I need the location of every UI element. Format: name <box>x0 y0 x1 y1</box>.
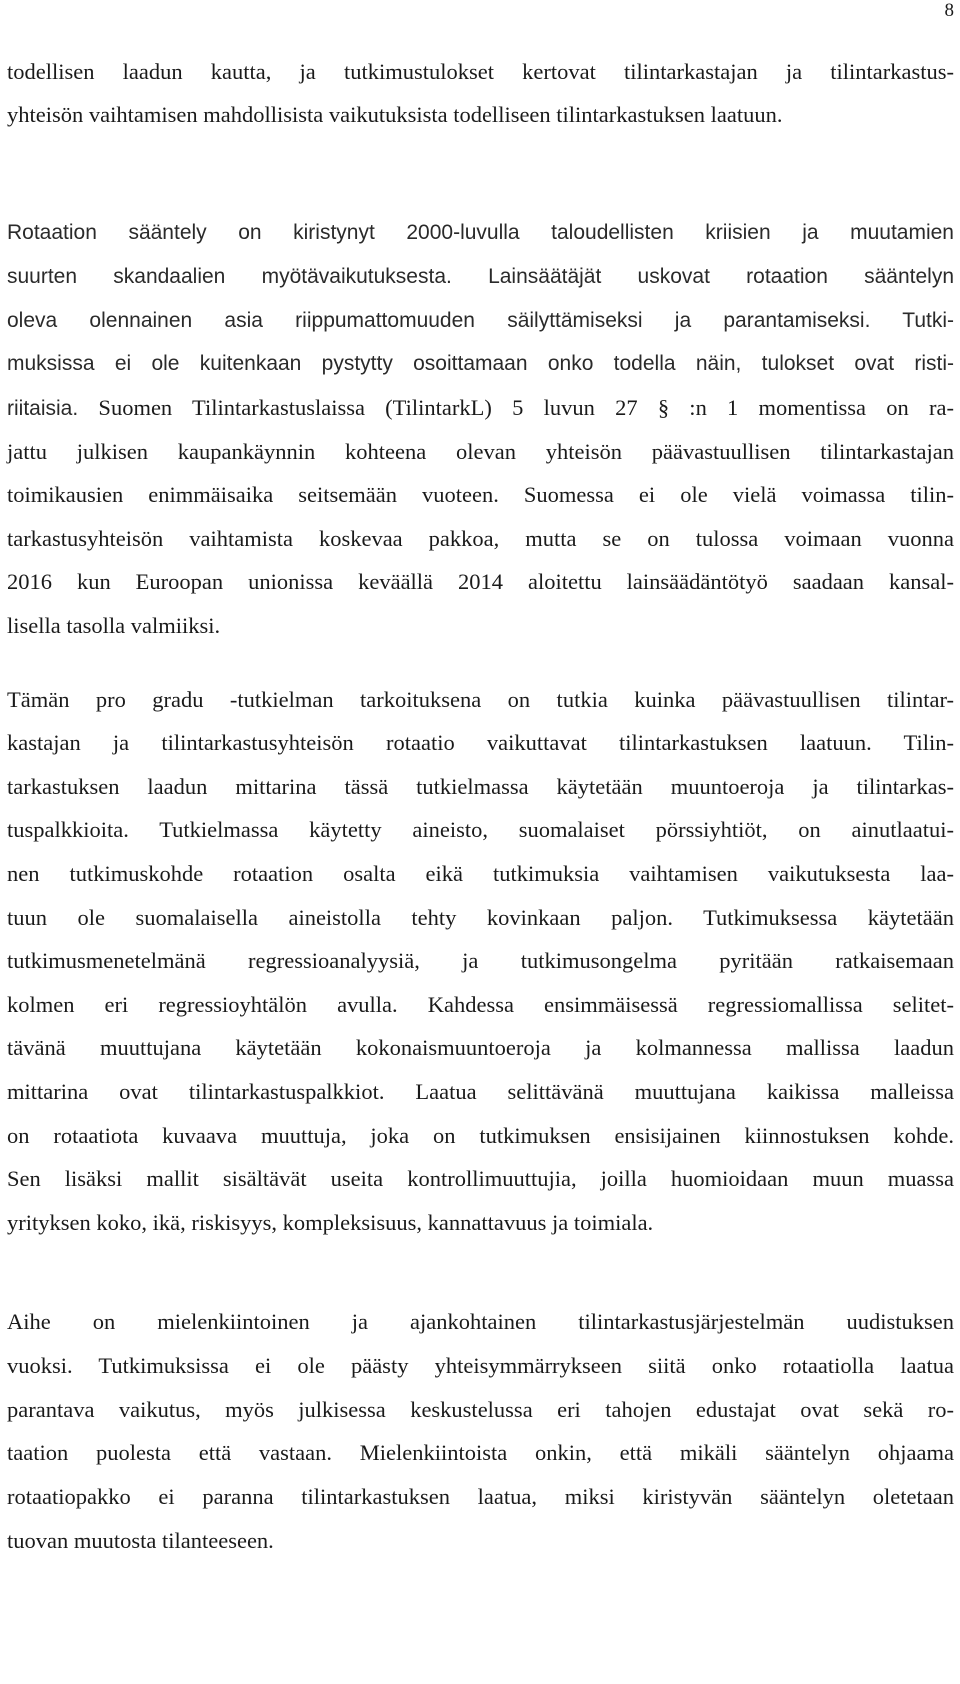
text-line: lisella tasolla valmiiksi. <box>7 613 221 638</box>
text-line: Aihe on mielenkiintoinen ja ajankohtainen tilintarkastusjärjestelmän uudistuksen <box>7 1309 954 1334</box>
text-line: tarkastuksen laadun mittarina tässä tutkielmassa käytetään muuntoeroja ja tilintarkas- <box>7 774 954 799</box>
text-line: rotaatiopakko ei paranna tilintarkastuksen laatua, miksi kiristyvän sääntelyn oletetaan <box>7 1484 954 1509</box>
text-line: tarkastusyhteisön vaihtamista koskevaa pakkoa, mutta se on tulossa voimaan vuonna <box>7 526 954 551</box>
text-line: kastajan ja tilintarkastusyhteisön rotaatio vaikuttavat tilintarkastuksen laatuun. Tilin- <box>7 730 954 755</box>
text-line: 2016 kun Euroopan unionissa keväällä 2014 aloitettu lainsäädäntötyö saadaan kansal- <box>7 569 954 594</box>
text-run: riitaisia. <box>7 397 79 420</box>
text-line: parantava vaikutus, myös julkisessa keskustelussa eri tahojen edustajat ovat sekä ro- <box>7 1397 954 1422</box>
text-line: yrityksen koko, ikä, riskisyys, kompleksisuus, kannattavuus ja toimiala. <box>7 1210 654 1235</box>
text-line: jattu julkisen kaupankäynnin kohteena olevan yhteisön päävastuullisen tilintarkastajan <box>7 439 954 464</box>
text-line: tuovan muutosta tilanteeseen. <box>7 1528 274 1553</box>
text-line: mittarina ovat tilintarkastuspalkkiot. Laatua selittävänä muuttujana kaikissa malleissa <box>7 1079 954 1104</box>
text-line: Rotaation sääntely on kiristynyt 2000-luvulla taloudellisten kriisien ja muutamien <box>7 221 954 244</box>
text-line: nen tutkimuskohde rotaation osalta eikä tutkimuksia vaihtamisen vaikutuksesta laa- <box>7 861 954 886</box>
text-line: riitaisia. Suomen Tilintarkastuslaissa (TilintarkL) 5 luvun 27 § :n 1 momentissa on ra- <box>7 395 954 420</box>
text-line: todellisen laadun kautta, ja tutkimustulokset kertovat tilintarkastajan ja tilintarkastus- <box>7 59 954 84</box>
text-line: tutkimusmenetelmänä regressioanalyysiä, ja tutkimusongelma pyritään ratkaisemaan <box>7 948 954 973</box>
text-line: kolmen eri regressioyhtälön avulla. Kahdessa ensimmäisessä regressiomallissa selitet- <box>7 992 954 1017</box>
text-line: Tämän pro gradu -tutkielman tarkoituksena on tutkia kuinka päävastuullisen tilintar- <box>7 687 954 712</box>
text-line: yhteisön vaihtamisen mahdollisista vaikutuksista todelliseen tilintarkastuksen laatuun. <box>7 102 783 127</box>
text-line: Sen lisäksi mallit sisältävät useita kontrollimuuttujia, joilla huomioidaan muun muassa <box>7 1166 954 1191</box>
text-line: vuoksi. Tutkimuksissa ei ole päästy yhteisymmärrykseen siitä onko rotaatiolla laatua <box>7 1353 954 1378</box>
page-number: 8 <box>944 0 954 21</box>
text-line: muksissa ei ole kuitenkaan pystytty osoittamaan onko todella näin, tulokset ovat risti- <box>7 352 954 375</box>
text-line: suurten skandaalien myötävaikutuksesta. Lainsäätäjät uskovat rotaation sääntelyn <box>7 265 954 288</box>
text-line: oleva olennainen asia riippumattomuuden säilyttämiseksi ja parantamiseksi. Tutki- <box>7 309 954 332</box>
text-line: tuun ole suomalaisella aineistolla tehty kovinkaan paljon. Tutkimuksessa käytetään <box>7 905 954 930</box>
text-line: on rotaatiota kuvaava muuttuja, joka on tutkimuksen ensisijainen kiinnostuksen kohde. <box>7 1123 954 1148</box>
text-line: tävänä muuttujana käytetään kokonaismuuntoeroja ja kolmannessa mallissa laadun <box>7 1035 954 1060</box>
text-line: toimikausien enimmäisaika seitsemään vuoteen. Suomessa ei ole vielä voimassa tilin- <box>7 482 954 507</box>
text-line: taation puolesta että vastaan. Mielenkiintoista onkin, että mikäli sääntelyn ohjaama <box>7 1440 954 1465</box>
text-line: tuspalkkioita. Tutkielmassa käytetty aineisto, suomalaiset pörssiyhtiöt, on ainutlaatui- <box>7 817 954 842</box>
